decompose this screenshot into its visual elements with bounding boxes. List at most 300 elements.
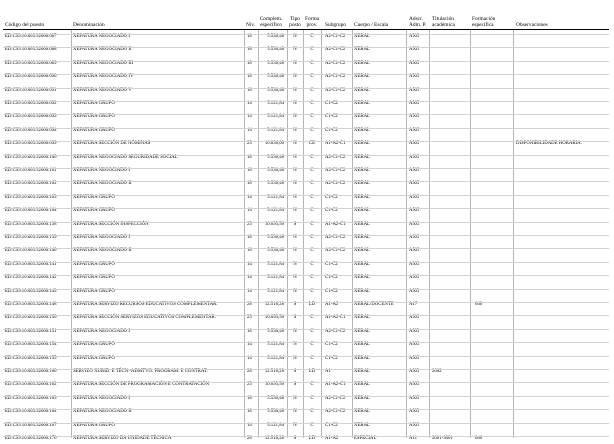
cell-complemento: 10.836,00: [264, 141, 284, 147]
cell-codigo: ED.C99.10.003.32000.162: [5, 382, 57, 388]
table-row: [0, 59, 614, 69]
table-row: [0, 86, 614, 96]
cell-denominacion: XEFATURA NEGOCIADO SEGURIDADE SOCIAL: [73, 154, 178, 160]
cell-complemento: 5.536,48: [267, 235, 284, 240]
cell-subgrupo: A2-C1-C2: [325, 74, 346, 80]
cell-codigo: ED.C99.10.003.32000.139: [5, 235, 57, 240]
cell-tipo: N: [293, 355, 297, 361]
cell-complemento: 5.121,84: [267, 261, 284, 267]
cell-complemento: 5.536,48: [267, 47, 284, 53]
cell-forma: C: [310, 409, 314, 415]
cell-denominacion: XEFATURA SECCIÓN DE PROGRAMACIÓN E CONTRATACIÓN: [73, 382, 210, 388]
header-tipo-2: posto: [289, 22, 301, 28]
table-row: [0, 45, 614, 55]
cell-denominacion: XEFATURA GRUPO: [73, 261, 115, 267]
cell-cuerpo: ESPECIAL: [354, 436, 377, 441]
cell-nivel: 14: [247, 422, 252, 428]
cell-codigo: ED.C99.10.003.32000.094: [5, 127, 57, 133]
cell-codigo: ED.C99.10.003.32000.140: [5, 248, 57, 254]
table-row: [0, 300, 614, 310]
cell-denominacion: XEFATURA SECCIÓN SERVIZOS EDUCATIVOS COMPLEMENTAR.: [73, 315, 216, 321]
cell-tipo: N: [293, 154, 297, 160]
cell-tipo: N: [293, 101, 297, 106]
cell-subgrupo: A2-C1-C2: [325, 168, 346, 173]
cell-codigo: ED.C99.10.003.32000.088: [5, 47, 57, 53]
row-separator: [3, 168, 609, 169]
header-formacion-2: específica: [472, 22, 494, 28]
row-separator: [3, 409, 609, 410]
cell-denominacion: XEFATURA GRUPO: [73, 208, 115, 214]
cell-tipo: N: [293, 181, 297, 187]
cell-forma: CE: [308, 141, 316, 147]
row-separator: [3, 436, 609, 437]
cell-forma: C: [310, 74, 314, 80]
cell-complemento: 5.536,48: [267, 74, 284, 80]
cell-subgrupo: A2-C1-C2: [325, 235, 346, 240]
table-row: [0, 380, 614, 390]
cell-complemento: 10.093,56: [264, 315, 284, 321]
cell-adscripcion: AXG: [409, 87, 420, 93]
cell-adscripcion: AXG: [409, 168, 420, 173]
cell-subgrupo: A1-A2-C1: [325, 221, 346, 227]
cell-cuerpo: XERAL: [354, 248, 370, 254]
cell-cuerpo: XERAL: [354, 74, 370, 80]
cell-cuerpo: XERAL: [354, 369, 370, 374]
cell-cuerpo: XERAL: [354, 87, 370, 93]
row-separator: [3, 155, 609, 156]
header-titulacion-1: Titulación: [432, 16, 454, 22]
cell-denominacion: XEFATURA SERVIZO RECURSOS EDUCATIVOS COMPLEMENTAR.: [73, 302, 218, 307]
cell-complemento: 5.536,48: [267, 60, 284, 66]
cell-adscripcion: AXG: [409, 114, 420, 120]
row-separator: [3, 101, 609, 102]
cell-denominacion: XEFATURA NEGOCIADO I: [73, 328, 130, 334]
header-denominacion: Denominación: [73, 22, 105, 28]
cell-forma: C: [310, 221, 314, 227]
cell-nivel: 18: [247, 328, 252, 334]
cell-cuerpo: XERAL: [354, 141, 370, 147]
cell-adscripcion: AXG: [409, 194, 420, 200]
cell-adscripcion: AXG: [409, 141, 420, 147]
cell-cuerpo: XERAL: [354, 47, 370, 53]
cell-subgrupo: A1-A2-C1: [325, 315, 346, 321]
row-separator: [3, 248, 609, 249]
cell-subgrupo: C1-C2: [325, 355, 338, 361]
table-row: [0, 407, 614, 417]
cell-forma: C: [310, 261, 314, 267]
cell-codigo: ED.C99.10.003.32000.092: [5, 101, 57, 106]
table-row: [0, 421, 614, 431]
cell-cuerpo: XERAL: [354, 409, 370, 415]
cell-denominacion: XEFATURA GRUPO: [73, 114, 115, 120]
cell-cuerpo: XERAL/DOCENTE: [354, 302, 394, 307]
cell-nivel: 14: [247, 127, 252, 133]
cell-denominacion: XEFATURA NEGOCIADO II: [73, 409, 132, 415]
cell-adscripcion: AXG: [409, 409, 420, 415]
cell-tipo: N: [293, 261, 297, 267]
cell-nivel: 25: [247, 382, 252, 388]
cell-formacion: 640: [475, 302, 483, 307]
row-separator: [3, 141, 609, 142]
cell-subgrupo: A2-C1-C2: [325, 34, 346, 39]
cell-subgrupo: A2-C1-C2: [325, 395, 346, 401]
cell-complemento: 5.121,84: [267, 101, 284, 106]
cell-codigo: ED.C99.10.003.32000.167: [5, 422, 57, 428]
cell-tipo: N: [293, 194, 297, 200]
row-separator: [3, 289, 609, 290]
table-row: [0, 367, 614, 377]
cell-formacion: 640: [475, 436, 483, 441]
cell-denominacion: XEFATURA GRUPO: [73, 288, 115, 294]
cell-subgrupo: C1-C2: [325, 101, 338, 106]
table-row: [0, 246, 614, 256]
table-row: [0, 32, 614, 42]
cell-subgrupo: C1-C2: [325, 288, 338, 294]
cell-nivel: 18: [247, 168, 252, 173]
cell-denominacion: XEFATURA NEGOCIADO I: [73, 235, 130, 240]
cell-denominacion: XEFATURA NEGOCIADO II: [73, 248, 132, 254]
cell-adscripcion: AXG: [409, 181, 420, 187]
cell-nivel: 18: [247, 181, 252, 187]
table-row: [0, 220, 614, 230]
row-separator: [3, 396, 609, 397]
cell-cuerpo: XERAL: [354, 355, 370, 361]
table-row: [0, 99, 614, 109]
cell-cuerpo: XERAL: [354, 114, 370, 120]
cell-tipo: N: [293, 248, 297, 254]
cell-subgrupo: C1-C2: [325, 208, 338, 214]
cell-subgrupo: C1-C2: [325, 275, 338, 281]
cell-denominacion: XEFATURA NEGOCIADO IV: [73, 74, 134, 80]
cell-subgrupo: A1-A2: [325, 436, 339, 441]
cell-codigo: ED.C99.10.003.32000.103: [5, 194, 57, 200]
cell-adscripcion: AXG: [409, 422, 420, 428]
header-forma-1: Forma: [304, 16, 320, 22]
cell-forma: C: [310, 127, 314, 133]
cell-adscripcion: AXG: [409, 369, 420, 374]
cell-nivel: 18: [247, 395, 252, 401]
cell-tipo: N: [293, 34, 297, 39]
row-separator: [3, 34, 609, 35]
cell-forma: C: [310, 355, 314, 361]
cell-tipo: N: [293, 342, 297, 348]
cell-adscripcion: AXG: [409, 127, 420, 133]
cell-codigo: ED.C99.10.003.32000.099: [5, 141, 57, 147]
cell-denominacion: XEFATURA SECCIÓN DE NÓMINAS: [73, 141, 151, 147]
cell-tipo: N: [293, 47, 297, 53]
cell-adscripcion: AXG: [409, 395, 420, 401]
cell-adscripcion: AXG: [409, 101, 420, 106]
cell-tipo: N: [293, 127, 297, 133]
cell-cuerpo: XERAL: [354, 395, 370, 401]
cell-forma: C: [310, 194, 314, 200]
cell-titulacion: 2001-3001: [432, 436, 453, 441]
cell-cuerpo: XERAL: [354, 235, 370, 240]
cell-codigo: ED.C99.10.003.32000.093: [5, 114, 57, 120]
cell-tipo: S: [293, 436, 297, 441]
cell-nivel: 18: [247, 34, 252, 39]
cell-forma: C: [310, 315, 314, 321]
cell-codigo: ED.C99.10.003.32000.143: [5, 288, 57, 294]
cell-subgrupo: A2-C1-C2: [325, 47, 346, 53]
row-separator: [3, 382, 609, 383]
cell-tipo: S: [293, 382, 297, 388]
cell-forma: C: [310, 87, 314, 93]
cell-cuerpo: XERAL: [354, 181, 370, 187]
cell-adscripcion: AXG: [409, 74, 420, 80]
cell-denominacion: XEFATURA GRUPO: [73, 101, 115, 106]
cell-forma: C: [310, 382, 314, 388]
cell-tipo: N: [293, 141, 297, 147]
cell-codigo: ED.C99.10.003.32000.090: [5, 74, 57, 80]
cell-denominacion: XEFATURA NEGOCIADO II: [73, 47, 132, 53]
cell-complemento: 5.536,48: [267, 409, 284, 415]
cell-denominacion: XEFATURA GRUPO: [73, 127, 115, 133]
cell-nivel: 14: [247, 194, 252, 200]
cell-forma: C: [310, 395, 314, 401]
row-separator: [3, 235, 609, 236]
cell-subgrupo: C1-C2: [325, 261, 338, 267]
cell-tipo: N: [293, 74, 297, 80]
cell-forma: C: [310, 288, 314, 294]
cell-observaciones: DISPONIBILIDADE HORARIA.: [516, 141, 582, 147]
row-separator: [3, 47, 609, 48]
cell-adscripcion: AXG: [409, 221, 420, 227]
cell-adscripcion: A11: [409, 436, 418, 441]
cell-codigo: ED.C99.10.003.32000.104: [5, 208, 57, 214]
cell-complemento: 5.536,48: [267, 328, 284, 334]
cell-tipo: N: [293, 208, 297, 214]
header-tipo-1: Tipo: [290, 16, 300, 22]
cell-nivel: 18: [247, 248, 252, 254]
cell-adscripcion: AXG: [409, 248, 420, 254]
cell-nivel: 14: [247, 275, 252, 281]
cell-cuerpo: XERAL: [354, 382, 370, 388]
row-separator: [3, 195, 609, 196]
row-separator: [3, 88, 609, 89]
cell-subgrupo: A2-C1-C2: [325, 328, 346, 334]
cell-complemento: 5.536,48: [267, 248, 284, 254]
row-separator: [3, 74, 609, 75]
cell-tipo: S: [293, 302, 297, 307]
table-row: [0, 434, 614, 444]
cell-codigo: ED.C99.10.003.32000.160: [5, 369, 57, 374]
cell-cuerpo: XERAL: [354, 422, 370, 428]
header-adscripcion-1: Adscr.: [409, 16, 423, 22]
cell-denominacion: XEFATURA NEGOCIADO I: [73, 34, 130, 39]
cell-codigo: ED.C99.10.003.32000.163: [5, 395, 57, 401]
header-subgrupo: Subgrupo: [325, 22, 346, 28]
cell-cuerpo: XERAL: [354, 34, 370, 39]
cell-codigo: ED.C99.10.003.32000.150: [5, 315, 57, 321]
cell-codigo: ED.C99.10.003.32000.155: [5, 355, 57, 361]
cell-denominacion: XEFATURA GRUPO: [73, 422, 115, 428]
cell-subgrupo: A2-C1-C2: [325, 181, 346, 187]
row-separator: [3, 275, 609, 276]
cell-subgrupo: A2-C1-C2: [325, 60, 346, 66]
table-row: [0, 179, 614, 189]
cell-complemento: 5.121,84: [267, 355, 284, 361]
cell-tipo: N: [293, 409, 297, 415]
cell-complemento: 12.518,28: [264, 369, 284, 374]
cell-adscripcion: AXG: [409, 60, 420, 66]
cell-nivel: 14: [247, 342, 252, 348]
cell-tipo: S: [293, 221, 297, 227]
cell-codigo: ED.C99.10.003.32000.102: [5, 181, 57, 187]
cell-forma: LD: [308, 369, 316, 374]
cell-subgrupo: A1-A2-C1: [325, 141, 346, 147]
cell-complemento: 5.121,84: [267, 275, 284, 281]
cell-complemento: 10.093,56: [264, 221, 284, 227]
cell-nivel: 18: [247, 154, 252, 160]
cell-adscripcion: AXG: [409, 342, 420, 348]
cell-forma: C: [310, 181, 314, 187]
row-separator: [3, 423, 609, 424]
cell-subgrupo: C1-C2: [325, 114, 338, 120]
cell-tipo: N: [293, 114, 297, 120]
header-nivel: Niv.: [246, 22, 256, 28]
cell-denominacion: XEFATURA NEGOCIADO II: [73, 181, 132, 187]
cell-forma: LD: [308, 302, 316, 307]
cell-complemento: 5.536,48: [267, 154, 284, 160]
cell-forma: C: [310, 154, 314, 160]
row-separator: [3, 61, 609, 62]
cell-denominacion: XEFATURA NEGOCIADO III: [73, 60, 134, 66]
cell-denominacion: XEFATURA SERVIZO DA UNIDADE TÉCNICA: [73, 436, 172, 441]
table-row: [0, 193, 614, 203]
table-row: [0, 72, 614, 82]
cell-subgrupo: A1: [325, 369, 331, 374]
cell-adscripcion: AXG: [409, 315, 420, 321]
cell-adscripcion: AXG: [409, 261, 420, 267]
header-forma-2: prov.: [306, 22, 318, 28]
cell-tipo: N: [293, 395, 297, 401]
cell-subgrupo: C1-C2: [325, 342, 338, 348]
cell-complemento: 5.536,48: [267, 168, 284, 173]
table-row: [0, 340, 614, 350]
cell-nivel: 18: [247, 409, 252, 415]
cell-adscripcion: AXG: [409, 288, 420, 294]
cell-adscripcion: AXG: [409, 328, 420, 334]
row-separator: [3, 302, 609, 303]
cell-tipo: N: [293, 235, 297, 240]
table-row: [0, 112, 614, 122]
row-separator: [3, 315, 609, 316]
cell-forma: C: [310, 34, 314, 39]
cell-tipo: S: [293, 315, 297, 321]
cell-subgrupo: C1-C2: [325, 127, 338, 133]
cell-denominacion: XEFATURA SECCIÓN INSPECCIÓN: [73, 221, 149, 227]
cell-complemento: 5.536,48: [267, 87, 284, 93]
cell-subgrupo: A2-C1-C2: [325, 409, 346, 415]
header-complemento-2: específico: [260, 22, 282, 28]
cell-subgrupo: A2-C1-C2: [325, 154, 346, 160]
cell-forma: C: [310, 275, 314, 281]
cell-forma: C: [310, 235, 314, 240]
cell-codigo: ED.C99.10.003.32000.100: [5, 154, 57, 160]
cell-tipo: N: [293, 168, 297, 173]
cell-subgrupo: A2-C1-C2: [325, 87, 346, 93]
cell-cuerpo: XERAL: [354, 101, 370, 106]
cell-denominacion: XEFATURA NEGOCIADO I: [73, 168, 130, 173]
cell-complemento: 5.121,84: [267, 288, 284, 294]
cell-titulacion: 2062: [432, 369, 442, 374]
cell-nivel: 18: [247, 47, 252, 53]
cell-cuerpo: XERAL: [354, 208, 370, 214]
cell-cuerpo: XERAL: [354, 315, 370, 321]
cell-nivel: 18: [247, 60, 252, 66]
table-row: [0, 206, 614, 216]
cell-subgrupo: A1-A2-C1: [325, 382, 346, 388]
cell-cuerpo: XERAL: [354, 154, 370, 160]
cell-forma: C: [310, 60, 314, 66]
cell-codigo: ED.C99.10.003.32000.142: [5, 275, 57, 281]
cell-forma: C: [310, 328, 314, 334]
cell-cuerpo: XERAL: [354, 127, 370, 133]
table-row: [0, 126, 614, 136]
cell-complemento: 10.093,56: [264, 382, 284, 388]
cell-forma: C: [310, 114, 314, 120]
cell-cuerpo: XERAL: [354, 221, 370, 227]
cell-denominacion: XEFATURA GRUPO: [73, 342, 115, 348]
row-separator: [3, 181, 609, 182]
cell-codigo: ED.C99.10.003.32000.154: [5, 342, 57, 348]
cell-nivel: 14: [247, 101, 252, 106]
row-separator: [3, 369, 609, 370]
cell-adscripcion: AXG: [409, 355, 420, 361]
table-row: [0, 354, 614, 364]
cell-complemento: 5.536,48: [267, 34, 284, 39]
cell-nivel: 25: [247, 315, 252, 321]
row-separator: [3, 356, 609, 357]
cell-denominacion: XEFATURA NEGOCIADO I: [73, 395, 130, 401]
table-row: [0, 166, 614, 176]
cell-cuerpo: XERAL: [354, 60, 370, 66]
cell-complemento: 5.121,84: [267, 114, 284, 120]
table-row: [0, 153, 614, 163]
cell-nivel: 14: [247, 288, 252, 294]
cell-tipo: N: [293, 87, 297, 93]
cell-forma: C: [310, 342, 314, 348]
cell-codigo: ED.C99.10.003.32000.141: [5, 261, 57, 267]
cell-cuerpo: XERAL: [354, 288, 370, 294]
cell-nivel: 25: [247, 141, 252, 147]
cell-adscripcion: AXG: [409, 275, 420, 281]
cell-nivel: 18: [247, 87, 252, 93]
cell-forma: C: [310, 101, 314, 106]
cell-complemento: 12.518,28: [264, 302, 284, 307]
header-cuerpo: Cuerpo / Escala: [354, 22, 389, 28]
cell-codigo: ED.C99.10.003.32000.148: [5, 302, 57, 307]
cell-complemento: 5.121,84: [267, 127, 284, 133]
cell-nivel: 28: [247, 369, 252, 374]
cell-tipo: N: [293, 275, 297, 281]
cell-tipo: N: [293, 288, 297, 294]
table-row: [0, 394, 614, 404]
cell-nivel: 14: [247, 355, 252, 361]
cell-forma: C: [310, 168, 314, 173]
cell-adscripcion: AXG: [409, 34, 420, 39]
cell-codigo: ED.C99.10.003.32000.151: [5, 328, 57, 334]
cell-denominacion: SERVIZO XURID. E TÉCN.-ADMTVO. PROGRAM. E CONTRAT.: [73, 369, 208, 374]
header-complemento-1: Complem.: [259, 16, 283, 22]
cell-subgrupo: C1-C2: [325, 194, 338, 200]
cell-codigo: ED.C99.10.003.32000.089: [5, 60, 57, 66]
header-observaciones: Observaciones: [516, 22, 548, 28]
cell-complemento: 5.121,84: [267, 342, 284, 348]
cell-subgrupo: A1-A2: [325, 302, 339, 307]
cell-forma: C: [310, 47, 314, 53]
